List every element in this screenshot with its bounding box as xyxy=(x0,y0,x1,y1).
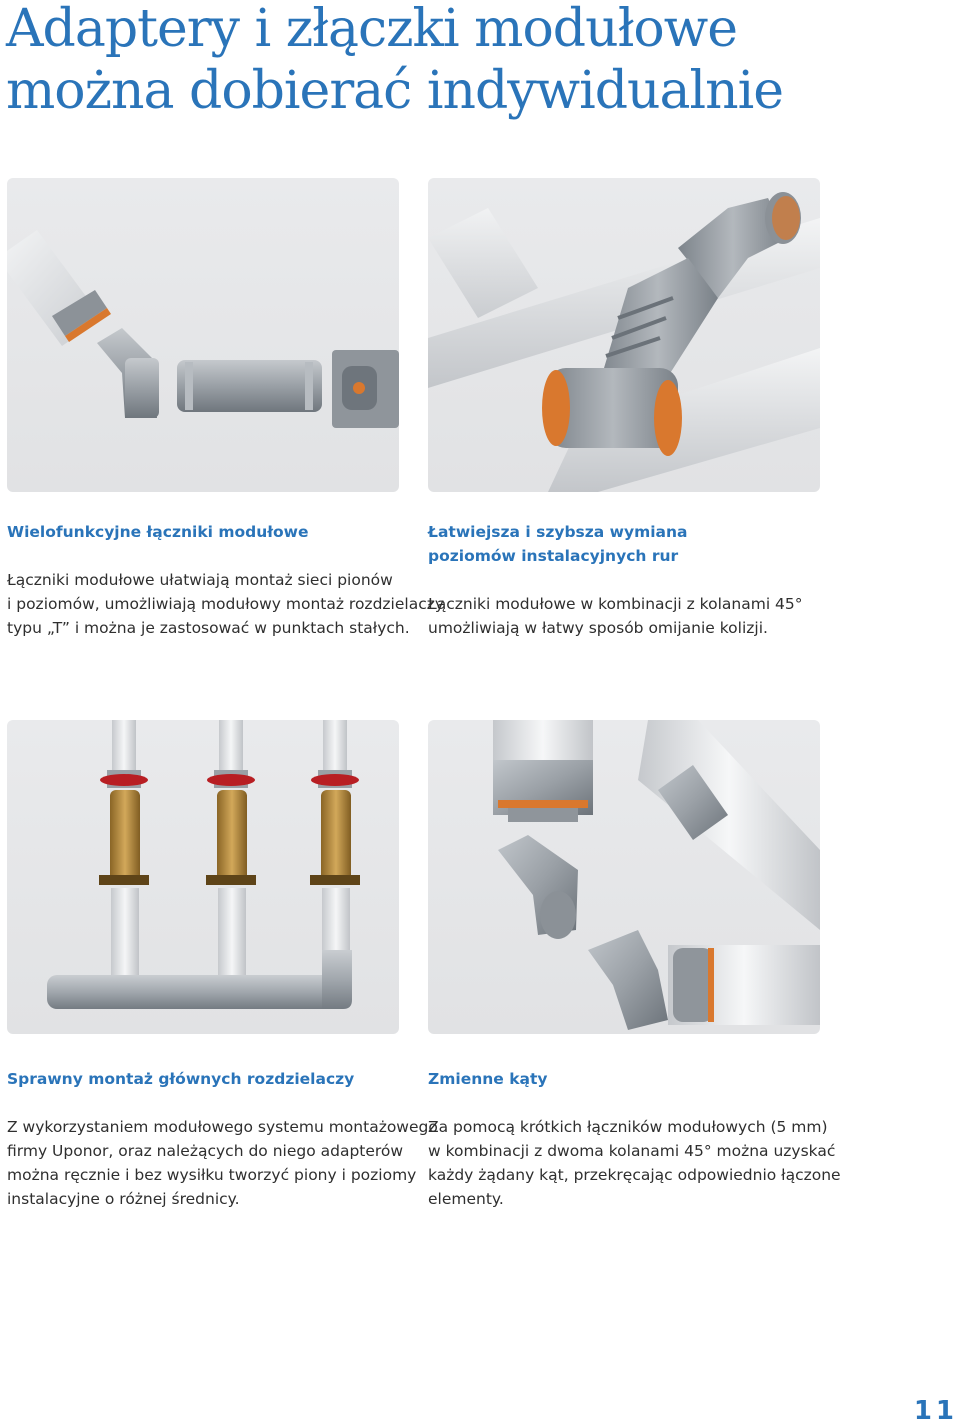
valve-group-3 xyxy=(310,720,360,978)
section-heading-text: poziomów instalacyjnych rur xyxy=(428,547,679,565)
page-title xyxy=(6,0,783,122)
section-heading-text: Łatwiejsza i szybsza wymiana xyxy=(428,523,688,541)
section-heading-text: Sprawny montaż głównych rozdzielaczy xyxy=(7,1070,355,1088)
page-title-line-2: można dobierać indywidualnie xyxy=(6,61,784,121)
photo-modular-connectors xyxy=(7,178,399,492)
body-line: Łączniki modułowe ułatwiają montaż sieci pionów xyxy=(7,571,393,589)
section-body-multifunction xyxy=(7,568,444,640)
valve-group-2 xyxy=(206,720,256,978)
photo-variable-angles-drawing xyxy=(428,720,820,1034)
photo-modular-connectors-drawing xyxy=(7,178,399,492)
page-title-line-1: Adaptery i złączki modułowe xyxy=(6,0,738,59)
body-line: i poziomów, umożliwiają modułowy montaż rozdzielaczy xyxy=(7,595,445,613)
body-line: elementy. xyxy=(428,1190,504,1208)
body-line: można ręcznie i bez wysiłku tworzyć piony i poziomy xyxy=(7,1166,417,1184)
photo-variable-angles xyxy=(428,720,820,1034)
section-body-angles xyxy=(428,1115,841,1211)
section-heading-text: Wielofunkcyjne łączniki modułowe xyxy=(7,523,309,541)
section-heading-text: Zmienne kąty xyxy=(428,1070,548,1088)
body-line: typu „T” i można je zastosować w punktach stałych. xyxy=(7,619,410,637)
page-number: 11 xyxy=(913,1396,958,1426)
body-line: umożliwiają w łatwy sposób omijanie kolizji. xyxy=(428,619,768,637)
section-heading-multifunction xyxy=(7,520,309,544)
section-heading-angles xyxy=(428,1067,547,1091)
body-line: Za pomocą krótkich łączników modułowych (5 mm) xyxy=(428,1118,828,1136)
section-body-replacement xyxy=(428,592,803,640)
photo-main-manifold-drawing xyxy=(7,720,399,1034)
section-heading-manifold xyxy=(7,1067,354,1091)
photo-pipe-bypass-drawing xyxy=(428,178,820,492)
valve-group-1 xyxy=(99,720,149,978)
body-line: Łączniki modułowe w kombinacji z kolanami 45° xyxy=(428,595,803,613)
body-line: firmy Uponor, oraz należących do niego adapterów xyxy=(7,1142,404,1160)
body-line: każdy żądany kąt, przekręcając odpowiednio łączone xyxy=(428,1166,841,1184)
body-line: instalacyjne o różnej średnicy. xyxy=(7,1190,240,1208)
section-heading-replacement xyxy=(428,520,687,568)
photo-main-manifold xyxy=(7,720,399,1034)
section-body-manifold xyxy=(7,1115,438,1211)
body-line: Z wykorzystaniem modułowego systemu montażowego xyxy=(7,1118,438,1136)
photo-pipe-bypass xyxy=(428,178,820,492)
body-line: w kombinacji z dwoma kolanami 45° można uzyskać xyxy=(428,1142,836,1160)
